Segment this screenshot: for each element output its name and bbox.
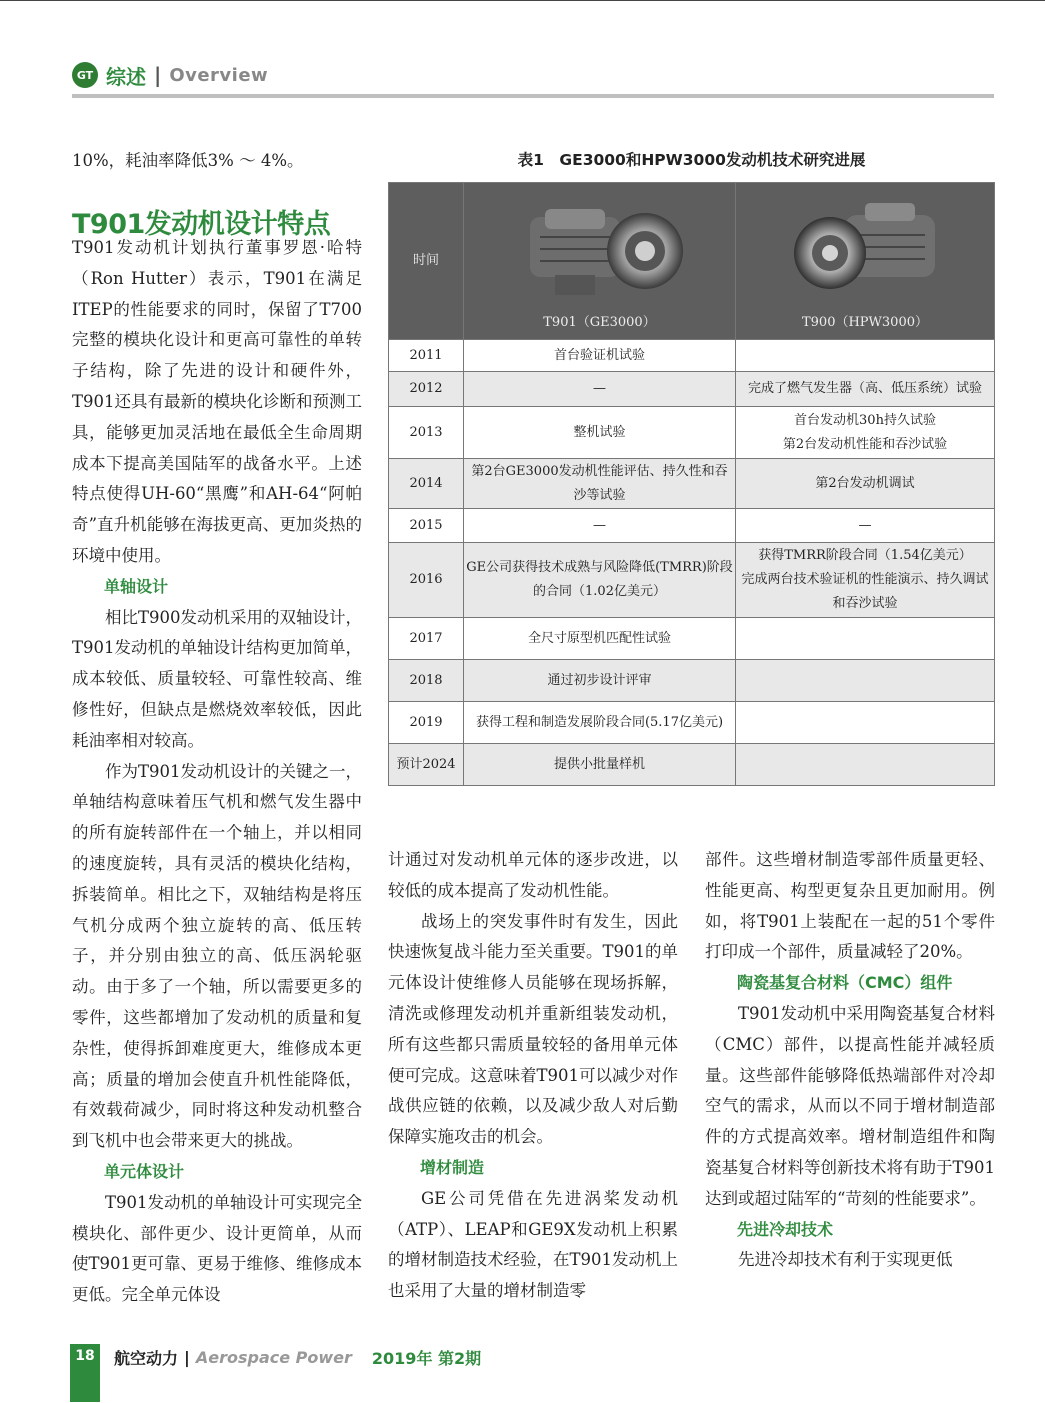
subheading-cooling: 先进冷却技术 [737, 1219, 834, 1239]
section-label-cn: 综述 [106, 64, 146, 89]
section-label-en: Overview [169, 64, 269, 86]
top-border [0, 0, 1045, 1]
cell-year: 2012 [389, 372, 464, 407]
engine-progress-table [388, 182, 995, 786]
cell-year: 2018 [389, 660, 464, 702]
section-header [72, 58, 268, 92]
header-divider [72, 94, 994, 98]
cell-year: 2016 [389, 543, 464, 618]
cell-t901: 首台验证机试验 [464, 340, 736, 372]
table-header-row [389, 183, 995, 340]
cell-year: 2015 [389, 509, 464, 543]
cell-t901: 获得工程和制造发展阶段合同(5.17亿美元) [464, 702, 736, 744]
left-column-top [72, 146, 362, 177]
paragraph: GE公司凭借在先进涡桨发动机（ATP）、LEAP和GE9X发动机上积累的增材制造技术经验，在T901发动机上也采用了大量的增材制造零 [388, 1188, 678, 1301]
table-row [389, 372, 995, 407]
subheading-modular: 单元体设计 [104, 1161, 185, 1181]
cell-year: 2017 [389, 618, 464, 660]
label-t900: T900（HPW3000） [801, 315, 928, 330]
cell-year: 2014 [389, 459, 464, 509]
right-column [705, 845, 995, 1276]
header-time: 时间 [389, 183, 464, 340]
journal-issue: 2019年 第2期 [371, 1349, 482, 1368]
paragraph: 战场上的突发事件时有发生，因此快速恢复战斗能力至关重要。T901的单元体设计使维修人员能够在现场拆解，清洗或修理发动机并重新组装发动机，所有这些都只需质量较轻的备用单元体便可完成。这意味着T901可以减少对作战供应链的依赖，以及减少敌人对后勤保障实施攻击的机会。 [388, 911, 678, 1147]
table-row [389, 459, 995, 509]
footer-journal [114, 1346, 481, 1369]
table-row [389, 660, 995, 702]
paragraph: T901发动机中采用陶瓷基复合材料（CMC）部件，以提高性能并减轻质量。这些部件能够降低热端部件对冷却空气的需求，从而以不同于增材制造部件的方式提高效率。增材制造组件和陶瓷基复合材料等创新技术将有助于T901达到或超过陆军的“苛刻的性能要求”。 [705, 1003, 995, 1208]
table-row [389, 744, 995, 786]
left-column [72, 233, 362, 1311]
cell-year: 2011 [389, 340, 464, 372]
table-row [389, 702, 995, 744]
journal-logo-icon: GT [72, 62, 98, 88]
subheading-single-shaft: 单轴设计 [104, 576, 169, 596]
cell-t900: 首台发动机30h持久试验 第2台发动机性能和吞沙试验 [736, 407, 995, 459]
middle-column [388, 845, 678, 1307]
cell-t901: 整机试验 [464, 407, 736, 459]
subheading-cmc: 陶瓷基复合材料（CMC）组件 [737, 973, 953, 993]
label-t901: T901（GE3000） [543, 315, 656, 330]
table-caption: 表1 GE3000和HPW3000发动机技术研究进展 [517, 151, 866, 169]
section-separator: | [154, 63, 162, 87]
engine-image-ge3000 [466, 183, 733, 311]
subheading-additive: 增材制造 [420, 1157, 485, 1177]
paragraph: 部件。这些增材制造零部件质量更轻、性能更高、构型更复杂且更加耐用。例如，将T901上装配在一起的51个零件打印成一个部件，质量减轻了20%。 [705, 850, 995, 962]
cell-t901: — [464, 372, 736, 407]
paragraph: 作为T901发动机设计的关键之一，单轴结构意味着压气机和燃气发生器中的所有旋转部件在一个轴上，并以相同的速度旋转，具有灵活的模块化结构，拆装简单。相比之下，双轴结构是将压气机分成两个独立旋转的高、低压转子，并分别由独立的高、低压涡轮驱动。由于多了一个轴，所以需要更多的零件，这些都增加了发动机的质量和复杂性，使得拆卸难度更大，维修成本更高；质量的增加会使直升机性能降低，有效载荷减少，同时将这种发动机整合到飞机中也会带来更大的挑战。 [72, 761, 362, 1151]
cell-year: 2019 [389, 702, 464, 744]
paragraph: 先进冷却技术有利于实现更低 [738, 1250, 953, 1270]
table-row [389, 618, 995, 660]
table-row [389, 407, 995, 459]
section-title: T901发动机设计特点 [72, 209, 331, 240]
paragraph: 10%，耗油率降低3% ～ 4%。 [72, 151, 304, 170]
cell-t900: — [736, 509, 995, 543]
cell-t900 [736, 340, 995, 372]
table-row [389, 340, 995, 372]
cell-t900: 完成了燃气发生器（高、低压系统）试验 [736, 372, 995, 407]
cell-t901: 提供小批量样机 [464, 744, 736, 786]
header-t900 [736, 183, 995, 340]
header-t901 [464, 183, 736, 340]
paragraph: 计通过对发动机单元体的逐步改进，以较低的成本提高了发动机性能。 [388, 850, 678, 900]
cell-t900 [736, 618, 995, 660]
engine-image-hpw3000 [738, 183, 992, 311]
table-row [389, 509, 995, 543]
cell-t901: 通过初步设计评审 [464, 660, 736, 702]
paragraph: T901发动机计划执行董事罗恩·哈特（Ron Hutter）表示，T901在满足ITEP的性能要求的同时，保留了T700完整的模块化设计和更高可靠性的单转子结构，除了先进的设计和硬件外，T901还具有最新的模块化诊断和预测工具，能够更加灵活地在最低全生命周期成本下提高美国陆军的战备水平。上述特点使得UH-60“黑鹰”和AH-64“阿帕奇”直升机能够在海拔更高、更加炎热的环境中使用。 [72, 238, 362, 565]
cell-year: 预计2024 [389, 744, 464, 786]
cell-t900: 第2台发动机调试 [736, 459, 995, 509]
paragraph: T901发动机的单轴设计可实现完全模块化、部件更少、设计更简单，从而使T901更可靠、更易于维修、维修成本更低。完全单元体设 [72, 1192, 362, 1305]
cell-t900 [736, 660, 995, 702]
cell-t901: 全尺寸原型机匹配性试验 [464, 618, 736, 660]
paragraph: 相比T900发动机采用的双轴设计，T901发动机的单轴设计结构更加简单，成本较低、质量较轻、可靠性较高、维修性好，但缺点是燃烧效率较低，因此耗油率相对较高。 [72, 607, 362, 750]
cell-t901: 第2台GE3000发动机性能评估、持久性和吞沙等试验 [464, 459, 736, 509]
cell-t900: 获得TMRR阶段合同（1.54亿美元） 完成两台技术验证机的性能演示、持久调试和吞沙试验 [736, 543, 995, 618]
cell-t900 [736, 702, 995, 744]
journal-name-cn: 航空动力 [114, 1349, 179, 1368]
cell-t901: — [464, 509, 736, 543]
cell-t901: GE公司获得技术成熟与风险降低(TMRR)阶段的合同（1.02亿美元） [464, 543, 736, 618]
cell-t900 [736, 744, 995, 786]
table-row [389, 543, 995, 618]
page-number: 18 [75, 1348, 95, 1364]
journal-name-en: Aerospace Power [195, 1348, 352, 1367]
journal-separator: | [184, 1348, 190, 1367]
cell-year: 2013 [389, 407, 464, 459]
